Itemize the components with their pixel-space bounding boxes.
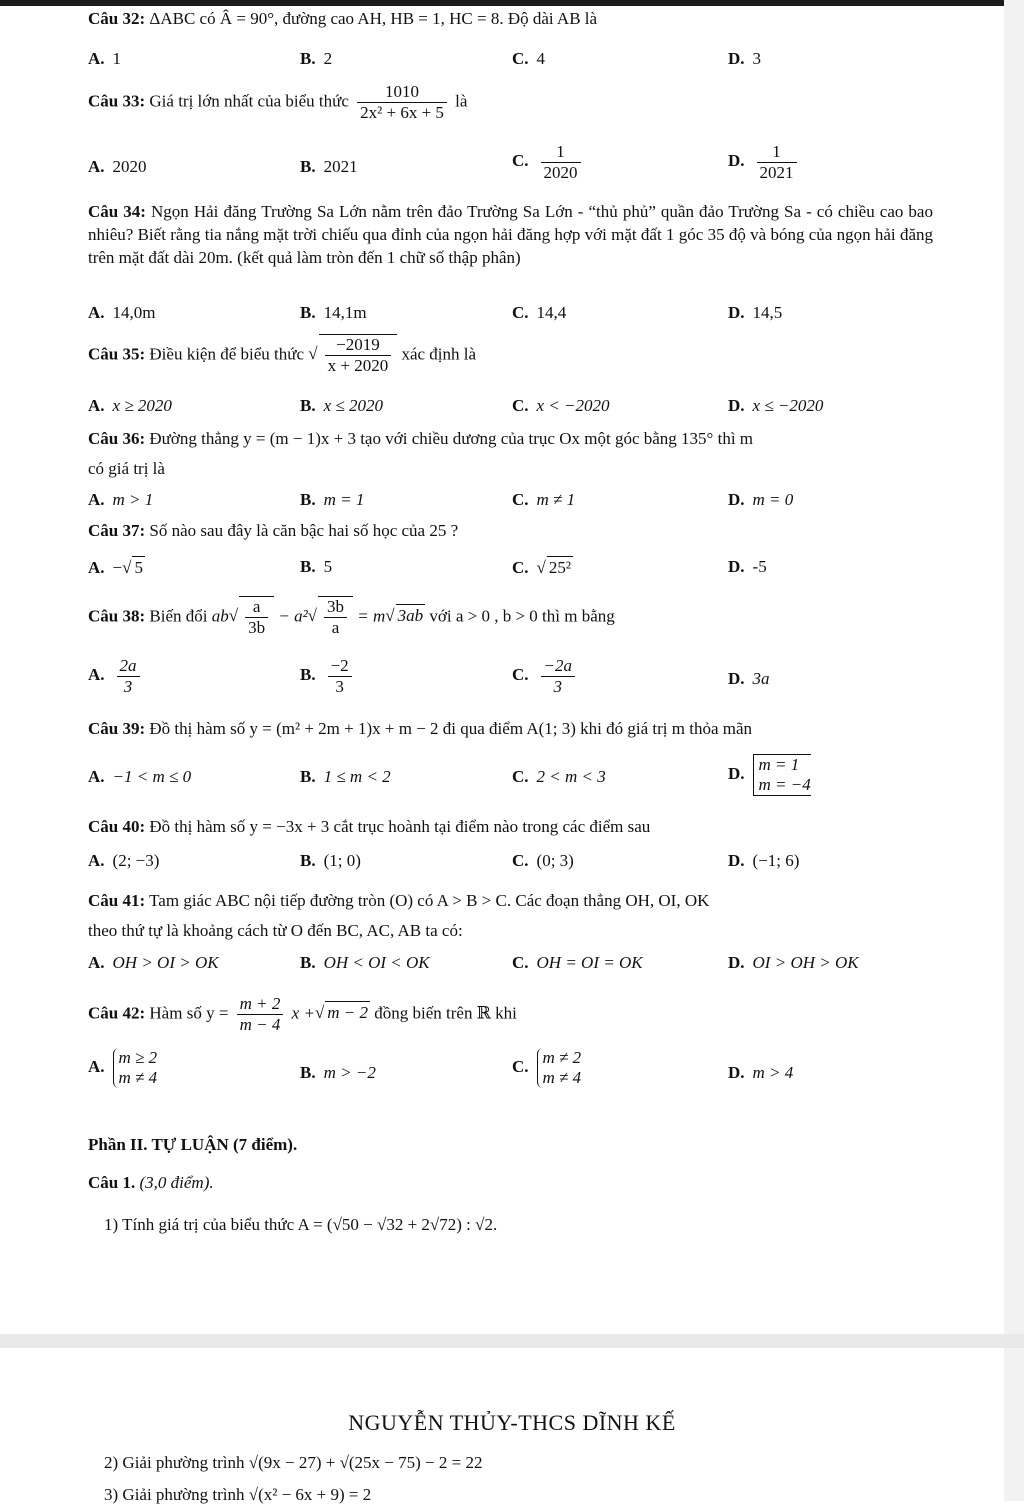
q39-opt-a: A. −1 < m ≤ 0 — [88, 767, 192, 786]
q36-text: Câu 36: Đường thẳng y = (m − 1)x + 3 tạo với chiều dương của trục Ox một góc bằng 135° thì m — [88, 429, 754, 448]
q39-opt-c: C. 2 < m < 3 — [512, 767, 606, 786]
q40-opt-c: C. (0; 3) — [512, 851, 574, 870]
q37-opt-d: D. -5 — [728, 557, 767, 576]
q34-text: Câu 34: Ngọn Hải đăng Trường Sa Lớn nằm trên đảo Trường Sa Lớn - “thủ phủ” quần đảo Trường Sa - có chiều cao bao nhiêu? Biết rằng tia nắng mặt trời chiếu qua đỉnh của ngọn hải đăng hợp với mặt đất 1 góc 35 độ và bóng của ngọn hải đăng trên mặt đất dài 20m. (kết quả làm tròn đến 1 chữ số thập phân) — [88, 202, 933, 267]
q35-fraction: $\frac{-2019}{x + 2020}$ — [325, 335, 392, 376]
q35-text: Câu 35: Điều kiện để biểu thức √ $\frac{-2019}{x + 2020}$ xác định là — [88, 334, 476, 376]
q33-text: Câu 33: Giá trị lớn nhất của biểu thức $\frac{1010}{\text{2x² + 6x + 5}}$ là — [88, 82, 468, 122]
q42-opt-a: A. m ≥ 2 m ≠ 4 — [88, 1048, 158, 1087]
q37-text: Câu 37: Số nào sau đây là căn bậc hai số học của 25 ? — [88, 521, 459, 540]
q32-opt-d: D. 3 — [728, 49, 762, 68]
q34-opt-d: D. 14,5 — [728, 303, 783, 322]
part2-title: Phần II. TỰ LUẬN (7 điểm). — [88, 1135, 298, 1154]
q41-text-cont: theo thứ tự là khoảng cách từ O đến BC, AC, AB ta có: — [88, 921, 463, 940]
q38-fraction-1: $\frac{a}{3b}$ — [245, 597, 268, 638]
q42-opt-d: D. m > 4 — [728, 1063, 794, 1082]
part2-cau1: Câu 1. (3,0 điểm). — [88, 1173, 214, 1192]
q37-opt-c: C.√ 25² — [512, 556, 573, 579]
q39-opt-d: D. m = 1 m = −4 — [728, 755, 811, 794]
q38-opt-d: D. 3a — [728, 669, 770, 688]
signature: NGUYỄN THỦY-THCS DĨNH KẾ — [348, 1410, 676, 1435]
q38-opt-b: B. $\frac{-2}{3}$ — [300, 656, 356, 697]
part2-item-2: 2) Giải phường trình √(9x − 27) + √(25x − 75) − 2 = 22 — [104, 1453, 483, 1472]
q33-opt-b: B. 2021 — [300, 157, 358, 176]
q32-opt-a: A. 1 — [88, 49, 122, 68]
q42-opt-b: B. m > −2 — [300, 1063, 376, 1082]
q36-opt-a: A. m > 1 — [88, 490, 154, 509]
part2-item-1: 1) Tính giá trị của biểu thức A = (√50 − √32 + 2√72) : √2. — [104, 1215, 498, 1234]
q33-fraction: $\frac{1010}{\text{2x² + 6x + 5}}$ — [357, 82, 447, 123]
q41-opt-c: C. OH = OI = OK — [512, 953, 643, 972]
q35-opt-b: B. x ≤ 2020 — [300, 396, 383, 415]
right-edge-shade — [1004, 0, 1024, 1501]
q38-opt-a: A. $\frac{2a}{3}$ — [88, 656, 144, 697]
q40-opt-a: A. (2; −3) — [88, 851, 160, 870]
q32-opt-b: B. 2 — [300, 49, 333, 68]
section-divider — [0, 1334, 1024, 1348]
q36-opt-b: B. m = 1 — [300, 490, 365, 509]
q42-opt-c: C. m ≠ 2 m ≠ 4 — [512, 1048, 582, 1087]
q40-text: Câu 40: Đồ thị hàm số y = −3x + 3 cắt trục hoành tại điểm nào trong các điểm sau — [88, 817, 651, 836]
q34-opt-a: A. 14,0m — [88, 303, 156, 322]
q37-opt-a: A. −√ 5 — [88, 556, 145, 579]
part2-item-3: 3) Giải phường trình √(x² − 6x + 9) = 2 — [104, 1485, 372, 1504]
q42-fraction: $\frac{m + 2}{m - 4}$ — [237, 994, 284, 1035]
q40-opt-b: B. (1; 0) — [300, 851, 361, 870]
q40-opt-d: D. (−1; 6) — [728, 851, 800, 870]
q41-opt-d: D. OI > OH > OK — [728, 953, 859, 972]
q35-opt-d: D. x ≤ −2020 — [728, 396, 824, 415]
q39-text: Câu 39: Đồ thị hàm số y = (m² + 2m + 1)x + m − 2 đi qua điểm A(1; 3) khi đó giá trị m thỏa mãn — [88, 719, 753, 738]
q32-opt-c: C. 4 — [512, 49, 546, 68]
q41-text: Câu 41: Tam giác ABC nội tiếp đường tròn (O) có A > B > C. Các đoạn thẳng OH, OI, OK — [88, 891, 710, 910]
top-header-strip — [0, 0, 1024, 6]
q38-fraction-2: $\frac{3b}{a}$ — [324, 597, 347, 638]
q33-opt-c: C. $\frac{1}{2020}$ — [512, 142, 585, 183]
q38-text: Câu 38: Biến đổi ab√ $\frac{a}{3b}$ − a²√ $\frac{3b}{a}$ = m√ 3ab với a > 0 , b > 0 thì m bằng — [88, 596, 615, 638]
q34-opt-c: C. 14,4 — [512, 303, 567, 322]
q35-opt-a: A. x ≥ 2020 — [88, 396, 172, 415]
q33-opt-a: A. 2020 — [88, 157, 147, 176]
q36-opt-d: D. m = 0 — [728, 490, 794, 509]
q38-opt-c: C. $\frac{-2a}{3}$ — [512, 656, 579, 697]
q41-opt-b: B. OH < OI < OK — [300, 953, 430, 972]
q32-text: Câu 32: ΔABC có Â = 90°, đường cao AH, HB = 1, HC = 8. Độ dài AB là — [88, 9, 598, 28]
q35-opt-c: C. x < −2020 — [512, 396, 610, 415]
q39-opt-b: B. 1 ≤ m < 2 — [300, 767, 391, 786]
q42-text: Câu 42: Hàm số y = $\frac{m + 2}{m - 4}$ x +√ m − 2 đồng biến trên ℝ khi — [88, 994, 517, 1035]
q36-opt-c: C. m ≠ 1 — [512, 490, 576, 509]
q34-opt-b: B. 14,1m — [300, 303, 367, 322]
q37-opt-b: B. 5 — [300, 557, 333, 576]
q36-text-cont: có giá trị là — [88, 459, 165, 478]
q33-opt-d: D. $\frac{1}{2021}$ — [728, 142, 801, 183]
q41-opt-a: A. OH > OI > OK — [88, 953, 219, 972]
